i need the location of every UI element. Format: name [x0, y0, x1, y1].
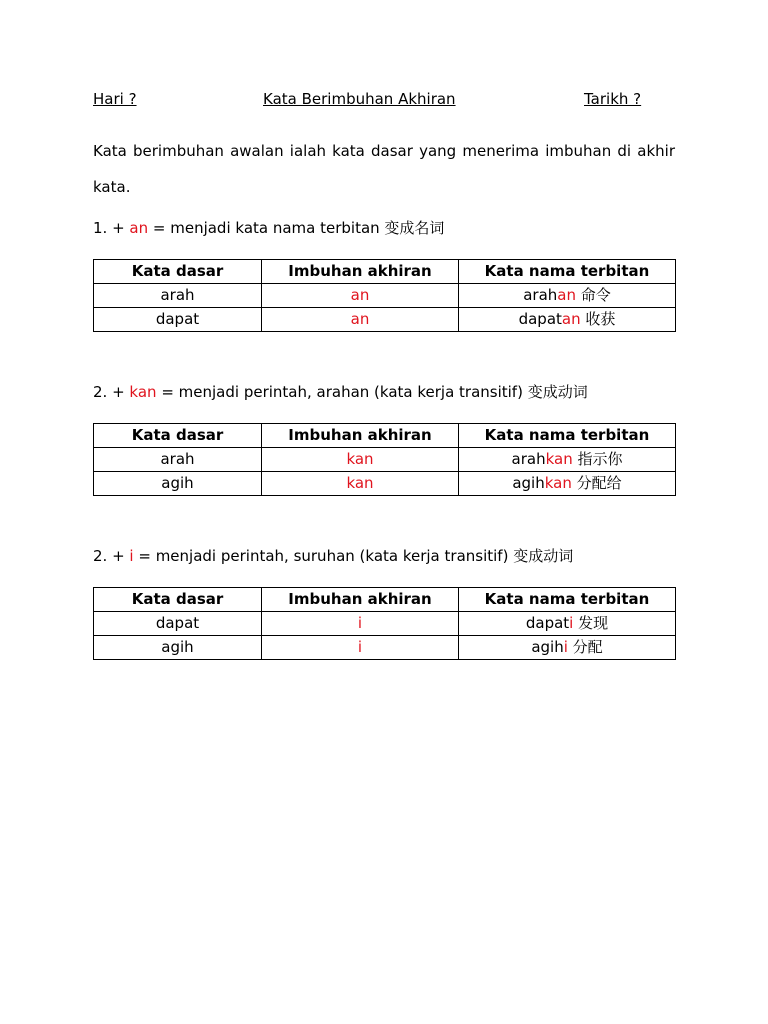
table-row [94, 448, 676, 472]
table-header-row [94, 588, 676, 612]
day-label: Hari ? [93, 90, 137, 108]
col-header-result: Kata nama terbitan [459, 260, 676, 284]
cell-base: agih [94, 472, 262, 496]
table-2 [93, 423, 676, 496]
cell-result: arahkan 指示你 [459, 448, 676, 472]
cell-base: arah [94, 448, 262, 472]
cell-suffix: an [262, 308, 459, 332]
table-3 [93, 587, 676, 660]
rule-1-text: = menjadi kata nama terbitan 变成名词 [148, 219, 445, 237]
cell-suffix: kan [262, 472, 459, 496]
table-1 [93, 259, 676, 332]
cell-base: dapat [94, 308, 262, 332]
rule-3 [93, 545, 693, 566]
rule-1-prefix: 1. + [93, 219, 130, 237]
table-row [94, 308, 676, 332]
rule-2-suffix: kan [129, 383, 157, 401]
col-header-result: Kata nama terbitan [459, 588, 676, 612]
cell-suffix: i [262, 612, 459, 636]
rule-3-text: = menjadi perintah, suruhan (kata kerja transitif) 变成动词 [133, 547, 574, 565]
rule-2-text: = menjadi perintah, arahan (kata kerja transitif) 变成动词 [156, 383, 588, 401]
cell-suffix: an [262, 284, 459, 308]
rule-2 [93, 381, 693, 402]
rule-3-prefix: 2. + [93, 547, 130, 565]
page-title: Kata Berimbuhan Akhiran [263, 90, 456, 108]
table-header-row [94, 424, 676, 448]
cell-result: dapatan 收获 [459, 308, 676, 332]
cell-result: dapati 发现 [459, 612, 676, 636]
table-row [94, 472, 676, 496]
cell-base: dapat [94, 612, 262, 636]
cell-base: arah [94, 284, 262, 308]
cell-suffix: i [262, 636, 459, 660]
cell-result: arahan 命令 [459, 284, 676, 308]
rule-1 [93, 217, 693, 238]
rule-2-prefix: 2. + [93, 383, 130, 401]
table-row [94, 284, 676, 308]
date-label: Tarikh ? [584, 90, 642, 108]
intro-paragraph: Kata berimbuhan awalan ialah kata dasar yang menerima imbuhan di akhir kata. [93, 142, 675, 196]
col-header-base: Kata dasar [94, 588, 262, 612]
col-header-base: Kata dasar [94, 424, 262, 448]
col-header-suffix: Imbuhan akhiran [262, 424, 459, 448]
col-header-suffix: Imbuhan akhiran [262, 260, 459, 284]
table-row [94, 636, 676, 660]
table-header-row [94, 260, 676, 284]
cell-result: agihi 分配 [459, 636, 676, 660]
cell-base: agih [94, 636, 262, 660]
page-header [93, 90, 675, 110]
cell-suffix: kan [262, 448, 459, 472]
rule-3-suffix: i [129, 547, 134, 565]
rule-1-suffix: an [129, 219, 149, 237]
cell-result: agihkan 分配给 [459, 472, 676, 496]
table-row [94, 612, 676, 636]
col-header-result: Kata nama terbitan [459, 424, 676, 448]
col-header-suffix: Imbuhan akhiran [262, 588, 459, 612]
col-header-base: Kata dasar [94, 260, 262, 284]
